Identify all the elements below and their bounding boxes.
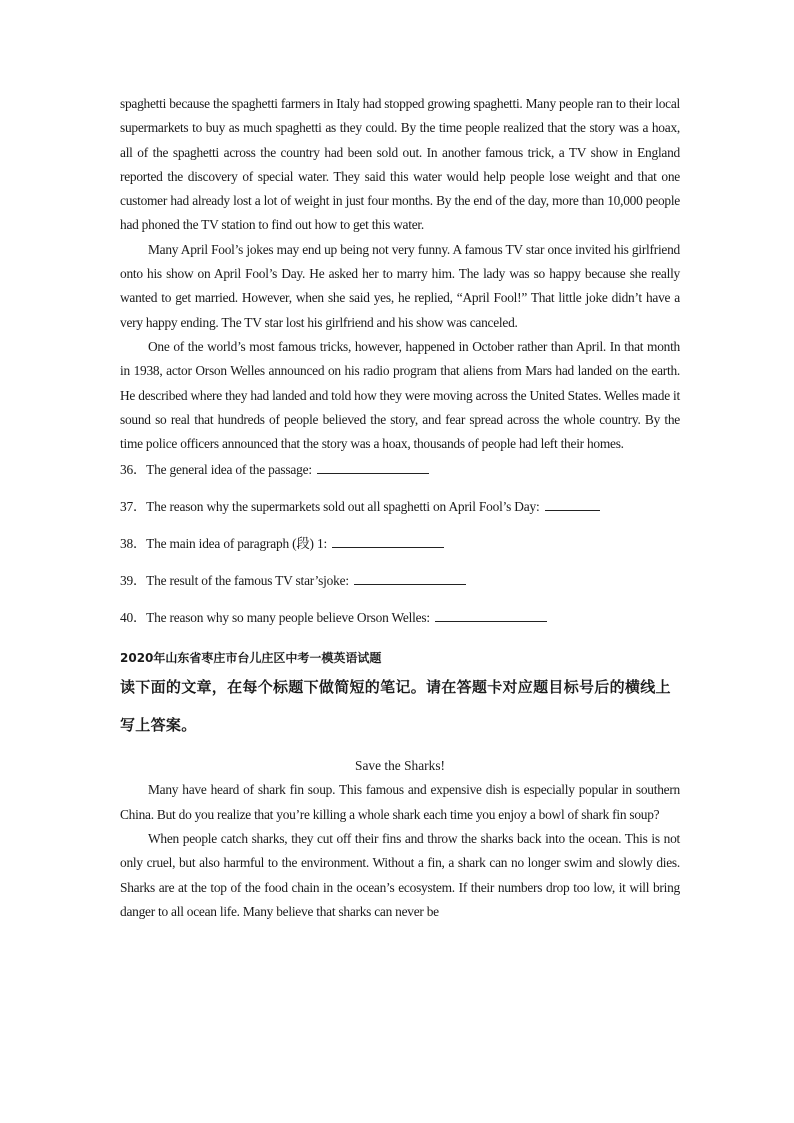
question-list bbox=[120, 460, 680, 628]
passage-paragraph-3: One of the world’s most famous tricks, however, happened in October rather than April. In that month in 1938, actor Orson Welles announced on his radio program that aliens from Mars had landed on the earth. He described where they had landed and told how they were moving across the United States. Welles made it sound so real that hundreds of people believed the story, and fear spread across the whole country. By the time police officers announced that the story was a hoax, thousands of people had left their homes. bbox=[120, 338, 680, 452]
exam-heading: 2020年山东省枣庄市台儿庄区中考一模英语试题 bbox=[120, 651, 382, 666]
answer-blank-39 bbox=[354, 572, 466, 585]
answer-blank-37 bbox=[545, 498, 600, 511]
answer-blank-40 bbox=[435, 609, 547, 622]
shark-paragraph-1: Many have heard of shark fin soup. This famous and expensive dish is especially popular in southern China. But do you realize that you’re killing a whole shark each time you enjoy a bowl of shark fin soup? bbox=[120, 782, 680, 822]
shark-paragraph-2: When people catch sharks, they cut off their fins and throw the sharks back into the ocean. This is not only cruel, but also harmful to the environment. Without a fin, a shark can no longer swim and slowly dies. Sharks are at the top of the food chain in the ocean’s ecosystem. If their numbers drop too low, it will bring danger to all ocean life. Many believe that sharks can never be bbox=[120, 831, 680, 919]
answer-blank-38 bbox=[332, 535, 444, 548]
question-36: 36．The general idea of the passage: bbox=[120, 460, 680, 480]
passage-paragraph-1: spaghetti because the spaghetti farmers in Italy had stopped growing spaghetti. Many people ran to their local supermarkets to buy as much spaghetti as they could. By the time people realized that the story was a hoax, all of the spaghetti across the country had been sold out. In another famous trick, a TV show in England reported the discovery of special water. They said this water would help people lose weight and that one customer had already lost a lot of weight in just four months. By the end of the day, more than 10,000 people had phoned the TV station to find out how to get this water. bbox=[120, 96, 680, 233]
question-40: 40．The reason why so many people believe Orson Welles: bbox=[120, 608, 680, 628]
instruction-text: 读下面的文章，在每个标题下做简短的笔记。请在答题卡对应题目标号后的横线上写上答案。 bbox=[120, 678, 671, 735]
passage-paragraph-2: Many April Fool’s jokes may end up being not very funny. A famous TV star once invited his girlfriend onto his show on April Fool’s Day. He asked her to marry him. The lady was so happy because she really wanted to get married. However, when she said yes, he replied, “April Fool!” That little joke didn’t have a very happy ending. The TV star lost his girlfriend and his show was canceled. bbox=[120, 241, 680, 330]
answer-blank-36 bbox=[317, 461, 429, 474]
question-38: 38．The main idea of paragraph (段) 1: bbox=[120, 534, 680, 554]
question-39: 39．The result of the famous TV star’sjoke: bbox=[120, 571, 680, 591]
question-37: 37．The reason why the supermarkets sold out all spaghetti on April Fool’s Day: bbox=[120, 497, 680, 517]
document-page bbox=[120, 92, 680, 924]
passage-title: Save the Sharks! bbox=[355, 758, 445, 774]
